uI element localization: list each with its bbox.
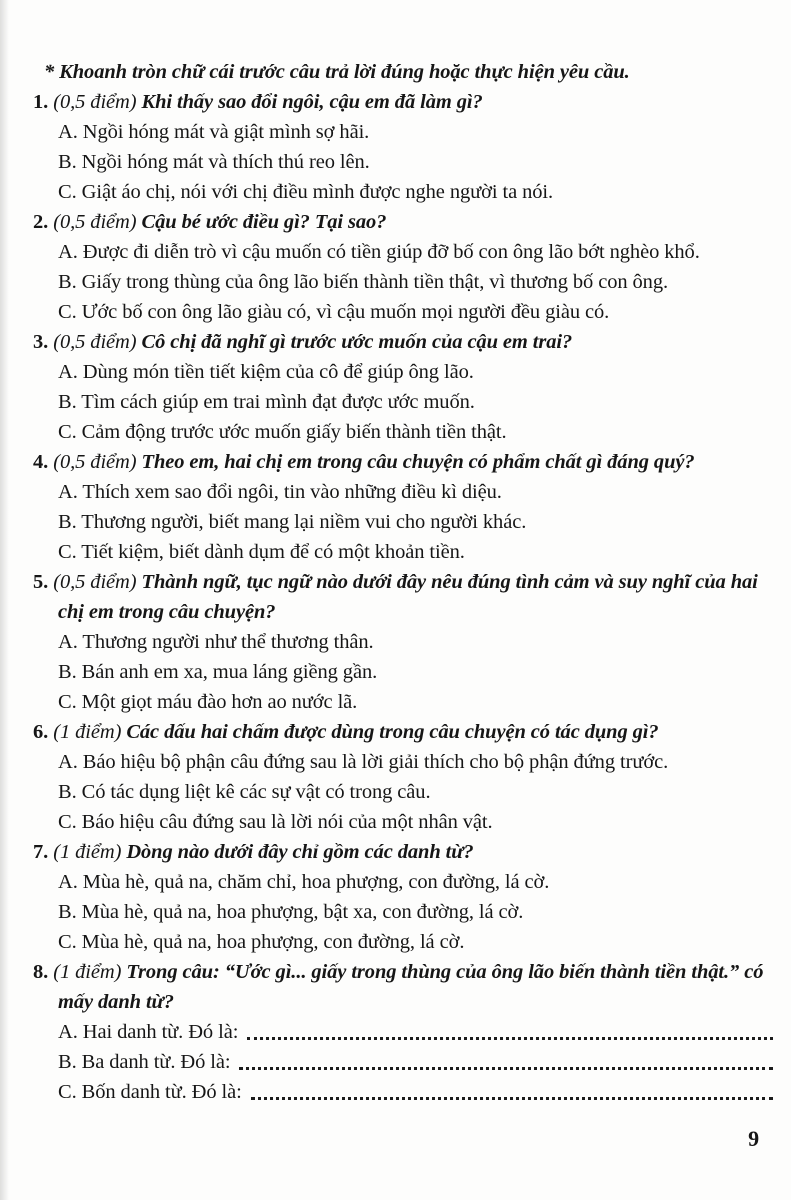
option-line — [33, 1047, 777, 1077]
question-text: Dòng nào dưới đây chỉ gồm các danh từ? — [126, 841, 474, 863]
question-points: (1 điểm) — [53, 841, 122, 863]
option-label: B. — [58, 1051, 77, 1073]
option-text: Được đi diễn trò vì cậu muốn có tiền giúp đỡ bố con ông lão bớt nghèo khổ. — [82, 241, 700, 263]
page-number: 9 — [748, 1126, 759, 1151]
option-line — [33, 657, 777, 687]
option-line — [33, 927, 777, 957]
option-text: Bốn danh từ. Đó là: — [81, 1081, 242, 1103]
question-points: (0,5 điểm) — [53, 91, 137, 113]
option-text: Mùa hè, quả na, hoa phượng, con đường, lá cờ. — [81, 931, 465, 953]
question-number: 7. — [33, 841, 49, 863]
question-number: 3. — [33, 331, 49, 353]
option-text: Ước bố con ông lão giàu có, vì cậu muốn mọi người đều giàu có. — [81, 301, 610, 323]
option-line — [33, 117, 777, 147]
question-number: 2. — [33, 211, 49, 233]
option-line — [33, 687, 777, 717]
option-label: B. — [58, 661, 77, 683]
option-line — [33, 537, 777, 567]
option-line — [33, 1017, 777, 1047]
option-line — [33, 177, 777, 207]
question-points: (0,5 điểm) — [53, 571, 137, 593]
option-line — [33, 627, 777, 657]
question-block — [33, 87, 777, 207]
option-label: C. — [58, 421, 77, 443]
option-label: C. — [58, 1081, 77, 1103]
option-text: Dùng món tiền tiết kiệm của cô để giúp ông lão. — [82, 361, 474, 383]
question-text: Cậu bé ước điều gì? Tại sao? — [141, 211, 387, 233]
option-text: Thương người như thể thương thân. — [82, 631, 374, 653]
question-number: 5. — [33, 571, 49, 593]
option-line — [33, 417, 777, 447]
question-points: (1 điểm) — [53, 721, 122, 743]
option-text: Một giọt máu đào hơn ao nước lã. — [81, 691, 358, 713]
option-line — [33, 147, 777, 177]
question-text: Trong câu: “Ước gì... giấy trong thùng của ông lão biến thành tiền thật.” có mấy danh từ? — [58, 961, 764, 1013]
question-block — [33, 447, 777, 567]
option-label: C. — [58, 811, 77, 833]
option-line — [33, 777, 777, 807]
option-text: Tiết kiệm, biết dành dụm để có một khoản tiền. — [81, 541, 465, 563]
option-line — [33, 267, 777, 297]
option-line — [33, 747, 777, 777]
question-text: Cô chị đã nghĩ gì trước ước muốn của cậu em trai? — [141, 331, 573, 353]
option-label: C. — [58, 181, 77, 203]
option-label: B. — [58, 511, 77, 533]
option-text: Cảm động trước ước muốn giấy biến thành tiền thật. — [81, 421, 507, 443]
option-text: Mùa hè, quả na, hoa phượng, bật xa, con đường, lá cờ. — [81, 901, 524, 923]
option-text: Giấy trong thùng của ông lão biến thành tiền thật, vì thương bố con ông. — [81, 271, 669, 293]
option-label: A. — [58, 751, 78, 773]
question-points: (0,5 điểm) — [53, 211, 137, 233]
option-text: Thích xem sao đổi ngôi, tin vào những điều kì diệu. — [82, 481, 502, 503]
question-number: 8. — [33, 961, 49, 983]
option-text: Ngồi hóng mát và thích thú reo lên. — [81, 151, 370, 173]
question-header — [33, 567, 777, 627]
option-line — [33, 867, 777, 897]
question-points: (0,5 điểm) — [53, 331, 137, 353]
question-block — [33, 327, 777, 447]
dotted-fill-line — [251, 1096, 773, 1100]
option-label: A. — [58, 121, 78, 143]
question-text: Thành ngữ, tục ngữ nào dưới đây nêu đúng tình cảm và suy nghĩ của hai chị em trong câu chuyện? — [58, 571, 758, 623]
question-header — [33, 717, 777, 747]
option-line — [33, 357, 777, 387]
question-number: 1. — [33, 91, 49, 113]
option-label: C. — [58, 541, 77, 563]
scan-edge-shadow — [0, 0, 9, 1200]
question-block — [33, 717, 777, 837]
question-text: Các dấu hai chấm được dùng trong câu chuyện có tác dụng gì? — [126, 721, 659, 743]
option-text: Ba danh từ. Đó là: — [81, 1051, 231, 1073]
question-text: Theo em, hai chị em trong câu chuyện có phẩm chất gì đáng quý? — [141, 451, 695, 473]
option-text: Báo hiệu bộ phận câu đứng sau là lời giải thích cho bộ phận đứng trước. — [82, 751, 669, 773]
question-header — [33, 447, 777, 477]
option-label: B. — [58, 271, 77, 293]
option-label: A. — [58, 871, 78, 893]
option-line — [33, 477, 777, 507]
instruction-line: * Khoanh tròn chữ cái trước câu trả lời đúng hoặc thực hiện yêu cầu. — [44, 61, 630, 83]
question-block — [33, 957, 777, 1107]
question-block — [33, 567, 777, 717]
option-label: C. — [58, 931, 77, 953]
option-text: Giật áo chị, nói với chị điều mình được nghe người ta nói. — [81, 181, 554, 203]
option-text: Thương người, biết mang lại niềm vui cho người khác. — [81, 511, 527, 533]
option-line — [33, 387, 777, 417]
option-line — [33, 897, 777, 927]
question-text: Khi thấy sao đổi ngôi, cậu em đã làm gì? — [141, 91, 483, 113]
option-label: C. — [58, 301, 77, 323]
option-text: Báo hiệu câu đứng sau là lời nói của một nhân vật. — [81, 811, 493, 833]
option-text: Mùa hè, quả na, chăm chỉ, hoa phượng, con đường, lá cờ. — [82, 871, 550, 893]
option-label: A. — [58, 1021, 78, 1043]
option-label: B. — [58, 151, 77, 173]
option-label: B. — [58, 391, 77, 413]
question-header — [33, 957, 777, 1017]
option-text: Tìm cách giúp em trai mình đạt được ước muốn. — [81, 391, 475, 413]
question-header — [33, 87, 777, 117]
question-block — [33, 837, 777, 957]
option-label: B. — [58, 901, 77, 923]
question-points: (0,5 điểm) — [53, 451, 137, 473]
question-block — [33, 207, 777, 327]
question-header — [33, 837, 777, 867]
option-label: C. — [58, 691, 77, 713]
option-line — [33, 807, 777, 837]
question-header — [33, 327, 777, 357]
option-label: A. — [58, 481, 78, 503]
option-label: A. — [58, 241, 78, 263]
option-line — [33, 507, 777, 537]
option-label: A. — [58, 631, 78, 653]
option-text: Ngồi hóng mát và giật mình sợ hãi. — [82, 121, 370, 143]
option-line — [33, 297, 777, 327]
question-points: (1 điểm) — [53, 961, 122, 983]
option-text: Bán anh em xa, mua láng giềng gần. — [81, 661, 378, 683]
option-label: A. — [58, 361, 78, 383]
question-number: 4. — [33, 451, 49, 473]
option-line — [33, 237, 777, 267]
option-line — [33, 1077, 777, 1107]
option-text: Hai danh từ. Đó là: — [82, 1021, 239, 1043]
dotted-fill-line — [239, 1066, 773, 1070]
option-text: Có tác dụng liệt kê các sự vật có trong câu. — [81, 781, 431, 803]
question-header — [33, 207, 777, 237]
question-number: 6. — [33, 721, 49, 743]
option-label: B. — [58, 781, 77, 803]
dotted-fill-line — [247, 1036, 773, 1040]
